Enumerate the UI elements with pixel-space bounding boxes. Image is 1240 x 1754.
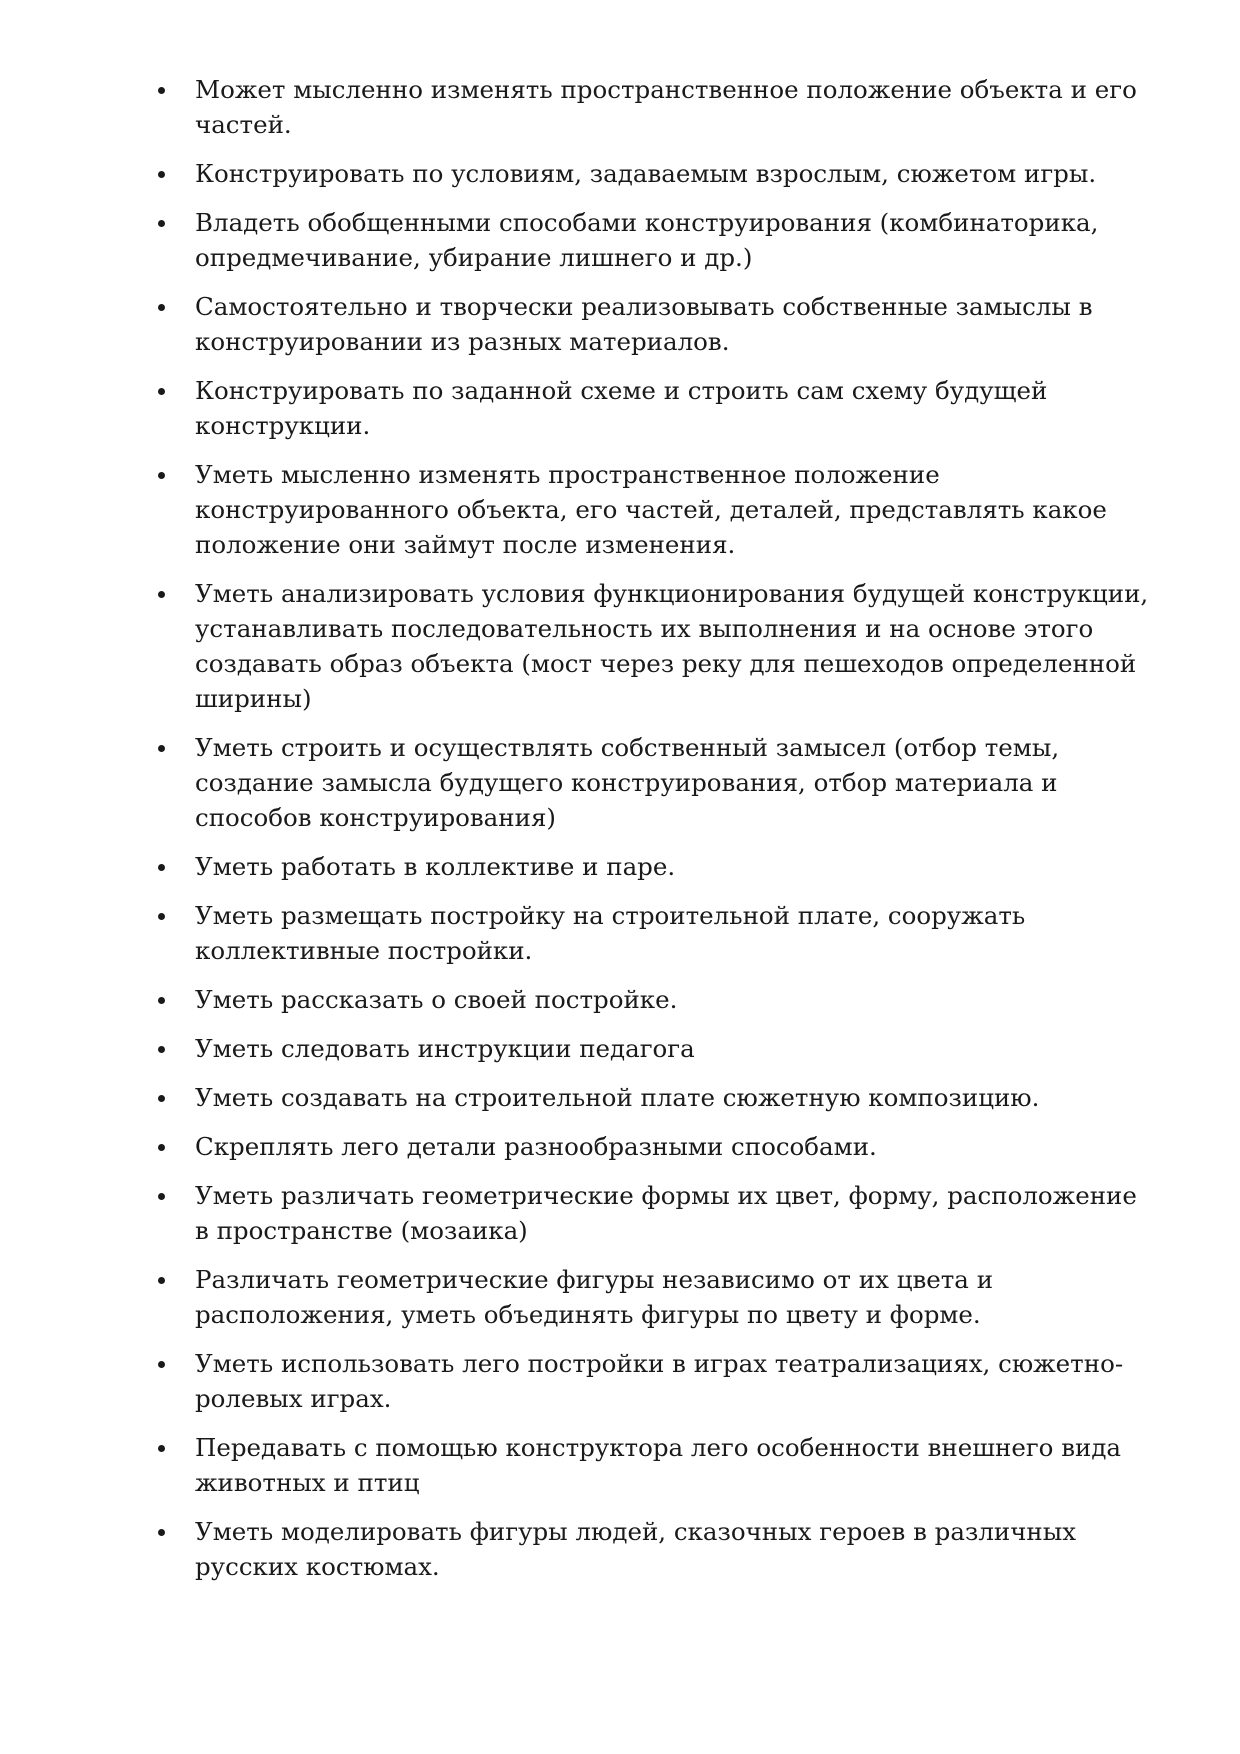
list-item-text: Уметь различать геометрические формы их цвет, форму, расположение в пространстве (мозаика) [195,1181,1137,1245]
list-item-text: Уметь размещать постройку на строительной плате, сооружать коллективные постройки. [195,901,1026,965]
list-item [150,1514,1150,1584]
list-item [150,72,1150,142]
list-item-text: Скреплять лего детали разнообразными способами. [195,1132,877,1161]
bullet-icon [158,864,165,871]
list-item-text: Уметь работать в коллективе и паре. [195,852,676,881]
bullet-icon [158,87,165,94]
bullet-icon [158,304,165,311]
list-item-text: Уметь использовать лего постройки в играх театрализациях, сюжетно-ролевых играх. [195,1349,1124,1413]
bullet-icon [158,913,165,920]
list-item-text: Передавать с помощью конструктора лего особенности внешнего вида животных и птиц [195,1433,1122,1497]
list-item-text: Уметь анализировать условия функционирования будущей конструкции, устанавливать последовательность их выполнения и на основе этого создавать образ объекта (мост через реку для пешеходов определенной ширины) [195,579,1149,713]
bullet-icon [158,745,165,752]
list-item [150,1262,1150,1332]
list-item-text: Уметь создавать на строительной плате сюжетную композицию. [195,1083,1040,1112]
bullet-icon [158,1277,165,1284]
bullet-icon [158,997,165,1004]
list-item-text: Уметь мысленно изменять пространственное положение конструированного объекта, его частей, деталей, представлять какое положение они займут после изменения. [195,460,1107,559]
list-item-text: Может мысленно изменять пространственное положение объекта и его частей. [195,75,1137,139]
list-item [150,730,1150,835]
bullet-icon [158,1445,165,1452]
list-item-text: Различать геометрические фигуры независимо от их цвета и расположения, уметь объединять фигуры по цвету и форме. [195,1265,994,1329]
skills-bullet-list [150,72,1150,1598]
list-item-text: Владеть обобщенными способами конструирования (комбинаторика, опредмечивание, убирание лишнего и др.) [195,208,1099,272]
bullet-icon [158,472,165,479]
bullet-icon [158,388,165,395]
list-item-text: Конструировать по заданной схеме и строить сам схему будущей конструкции. [195,376,1048,440]
bullet-icon [158,1144,165,1151]
list-item [150,1080,1150,1115]
list-item-text: Конструировать по условиям, задаваемым взрослым, сюжетом игры. [195,159,1097,188]
bullet-icon [158,220,165,227]
list-item-text: Уметь следовать инструкции педагога [195,1034,695,1063]
list-item [150,1346,1150,1416]
bullet-icon [158,171,165,178]
list-item [150,205,1150,275]
list-item [150,576,1150,716]
list-item [150,373,1150,443]
list-item [150,156,1150,191]
list-item [150,289,1150,359]
list-item-text: Уметь строить и осуществлять собственный замысел (отбор темы, создание замысла будущего конструирования, отбор материала и способов конструирования) [195,733,1060,832]
list-item [150,1430,1150,1500]
list-item [150,982,1150,1017]
bullet-icon [158,1046,165,1053]
list-item [150,1031,1150,1066]
list-item-text: Уметь моделировать фигуры людей, сказочных героев в различных русских костюмах. [195,1517,1077,1581]
bullet-icon [158,591,165,598]
list-item-text: Уметь рассказать о своей постройке. [195,985,678,1014]
bullet-icon [158,1095,165,1102]
list-item [150,849,1150,884]
list-item-text: Самостоятельно и творчески реализовывать собственные замыслы в конструировании из разных материалов. [195,292,1093,356]
list-item [150,1129,1150,1164]
bullet-icon [158,1361,165,1368]
bullet-icon [158,1529,165,1536]
list-item [150,898,1150,968]
list-item [150,1178,1150,1248]
list-item [150,457,1150,562]
bullet-icon [158,1193,165,1200]
